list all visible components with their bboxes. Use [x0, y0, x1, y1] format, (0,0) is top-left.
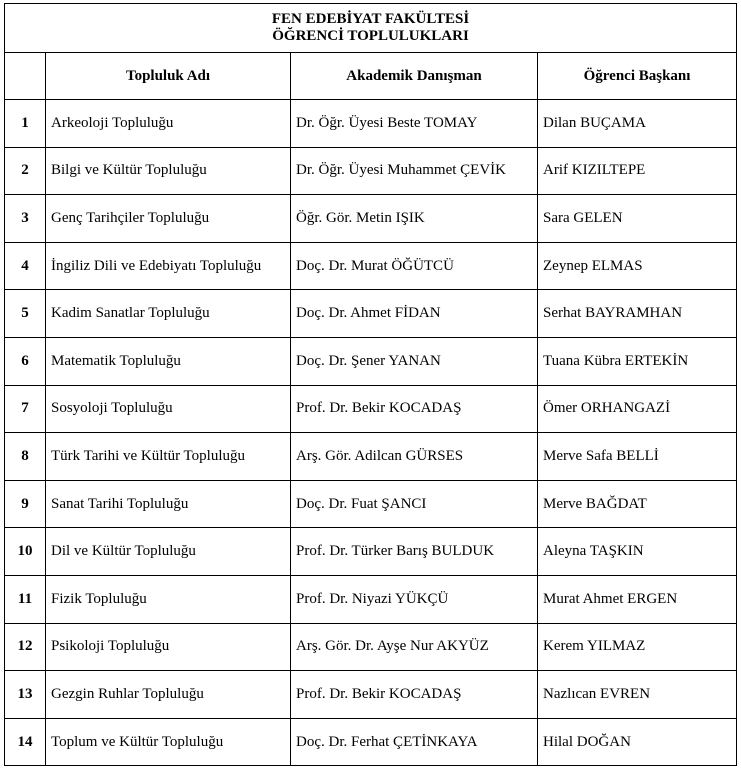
table-row — [5, 290, 737, 338]
table-row — [5, 385, 737, 433]
table-row — [5, 623, 737, 671]
row-number: 9 — [5, 480, 46, 528]
advisor-cell: Prof. Dr. Bekir KOCADAŞ — [291, 385, 538, 433]
advisor-cell: Doç. Dr. Murat ÖĞÜTCÜ — [291, 242, 538, 290]
table-row — [5, 575, 737, 623]
club-name-cell: Genç Tarihçiler Topluluğu — [46, 195, 291, 243]
table-row — [5, 100, 737, 148]
president-cell: Zeynep ELMAS — [538, 242, 737, 290]
club-name-cell: Fizik Topluluğu — [46, 575, 291, 623]
table-row — [5, 242, 737, 290]
advisor-cell: Doç. Dr. Şener YANAN — [291, 337, 538, 385]
club-name-cell: Türk Tarihi ve Kültür Topluluğu — [46, 433, 291, 481]
header-club-name: Topluluk Adı — [46, 53, 291, 100]
table-title — [5, 4, 737, 53]
club-name-cell: Matematik Topluluğu — [46, 337, 291, 385]
table-row — [5, 528, 737, 576]
club-name-cell: Arkeoloji Topluluğu — [46, 100, 291, 148]
row-number: 10 — [5, 528, 46, 576]
advisor-cell: Prof. Dr. Niyazi YÜKÇÜ — [291, 575, 538, 623]
row-number: 11 — [5, 575, 46, 623]
advisor-cell: Öğr. Gör. Metin IŞIK — [291, 195, 538, 243]
row-number: 1 — [5, 100, 46, 148]
table-row — [5, 147, 737, 195]
president-cell: Merve BAĞDAT — [538, 480, 737, 528]
header-academic-advisor: Akademik Danışman — [291, 53, 538, 100]
president-cell: Kerem YILMAZ — [538, 623, 737, 671]
club-name-cell: Gezgin Ruhlar Topluluğu — [46, 671, 291, 719]
advisor-cell: Doç. Dr. Ferhat ÇETİNKAYA — [291, 718, 538, 766]
advisor-cell: Dr. Öğr. Üyesi Muhammet ÇEVİK — [291, 147, 538, 195]
club-name-cell: Psikoloji Topluluğu — [46, 623, 291, 671]
row-number: 13 — [5, 671, 46, 719]
table-row — [5, 337, 737, 385]
advisor-cell: Prof. Dr. Bekir KOCADAŞ — [291, 671, 538, 719]
row-number: 14 — [5, 718, 46, 766]
president-cell: Dilan BUÇAMA — [538, 100, 737, 148]
table-row — [5, 718, 737, 766]
row-number: 3 — [5, 195, 46, 243]
president-cell: Sara GELEN — [538, 195, 737, 243]
advisor-cell: Arş. Gör. Dr. Ayşe Nur AKYÜZ — [291, 623, 538, 671]
table-row — [5, 671, 737, 719]
row-number: 8 — [5, 433, 46, 481]
advisor-cell: Doç. Dr. Fuat ŞANCI — [291, 480, 538, 528]
club-name-cell: Dil ve Kültür Topluluğu — [46, 528, 291, 576]
title-line-2: ÖĞRENCİ TOPLULUKLARI — [272, 28, 469, 44]
president-cell: Serhat BAYRAMHAN — [538, 290, 737, 338]
president-cell: Aleyna TAŞKIN — [538, 528, 737, 576]
president-cell: Arif KIZILTEPE — [538, 147, 737, 195]
table-row — [5, 480, 737, 528]
advisor-cell: Dr. Öğr. Üyesi Beste TOMAY — [291, 100, 538, 148]
row-number: 4 — [5, 242, 46, 290]
club-name-cell: Bilgi ve Kültür Topluluğu — [46, 147, 291, 195]
advisor-cell: Arş. Gör. Adilcan GÜRSES — [291, 433, 538, 481]
club-name-cell: Sosyoloji Topluluğu — [46, 385, 291, 433]
row-number: 7 — [5, 385, 46, 433]
title-line-1: FEN EDEBİYAT FAKÜLTESİ — [271, 11, 470, 27]
advisor-cell: Prof. Dr. Türker Barış BULDUK — [291, 528, 538, 576]
header-student-president: Öğrenci Başkanı — [538, 53, 737, 100]
president-cell: Hilal DOĞAN — [538, 718, 737, 766]
president-cell: Murat Ahmet ERGEN — [538, 575, 737, 623]
row-number: 5 — [5, 290, 46, 338]
student-clubs-table — [4, 3, 737, 766]
club-name-cell: Toplum ve Kültür Topluluğu — [46, 718, 291, 766]
row-number: 2 — [5, 147, 46, 195]
president-cell: Ömer ORHANGAZİ — [538, 385, 737, 433]
column-header-row — [5, 53, 737, 100]
president-cell: Merve Safa BELLİ — [538, 433, 737, 481]
advisor-cell: Doç. Dr. Ahmet FİDAN — [291, 290, 538, 338]
row-number: 6 — [5, 337, 46, 385]
row-number: 12 — [5, 623, 46, 671]
president-cell: Nazlıcan EVREN — [538, 671, 737, 719]
title-row — [5, 4, 737, 53]
table-row — [5, 195, 737, 243]
club-name-cell: Kadim Sanatlar Topluluğu — [46, 290, 291, 338]
header-number — [5, 53, 46, 100]
club-name-cell: Sanat Tarihi Topluluğu — [46, 480, 291, 528]
table-row — [5, 433, 737, 481]
club-name-cell: İngiliz Dili ve Edebiyatı Topluluğu — [46, 242, 291, 290]
president-cell: Tuana Kübra ERTEKİN — [538, 337, 737, 385]
table-body — [5, 100, 737, 766]
